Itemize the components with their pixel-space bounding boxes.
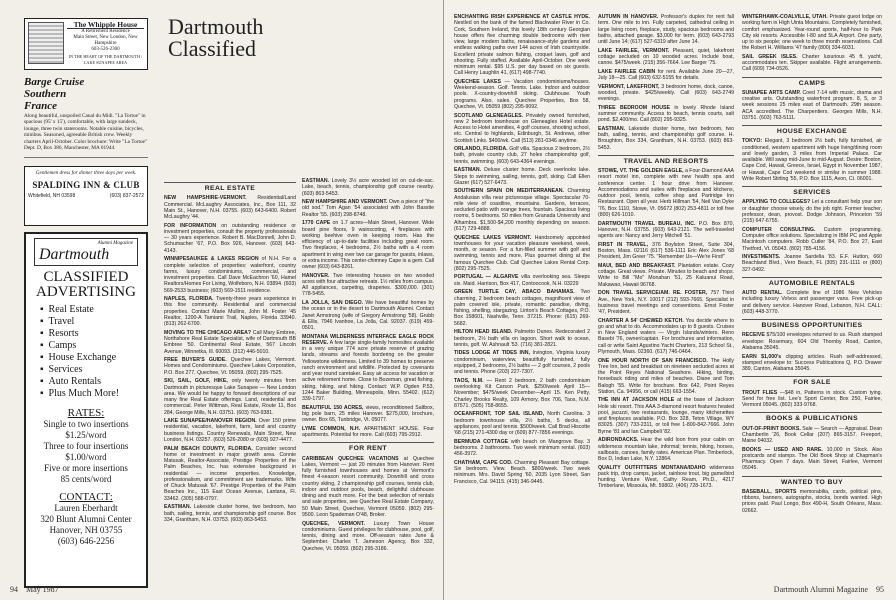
classified-ad [598,397,734,435]
classified-ad-heading: QUECHEE, VERMONT. [302,520,365,527]
classified-ad-heading: QUALITY OUTFITTERS MONTANA/IDAHO [598,464,706,471]
classified-ad-heading: WINTERHAWK-COALVILLE, UTAH. [742,14,828,20]
spalding-inn-ad [24,166,148,226]
classified-ad-body: $75/100 envelopes returned to us. Rush stamped envelope: Rosemary, 604 Old Thornby Road, Canton, Alabama 35045. [742,332,882,351]
classified-ad [164,504,296,523]
classified-ad-heading: EARN $1,000's [742,353,782,360]
classified-ad-body: Deluxe cluster home. Deck overlooks lake. Steps to swimming, sailing, tennis, golf, skiing. Call Ellen Glazer (617) 527-6473. [454,167,590,186]
classified-ad-body: Complete line of 1986 New Vehicles including luxury Volvos and passenger vans. Free pick-up and delivery service. Hanover Road, Lebanon, N.H. CALL: (603) 448-3770. [742,290,882,315]
classified-ad [598,437,734,462]
classified-ad-body: — Vacation condominiums/houses. Weekend-season. Golf. Tennis. Lake. Indoor and outdoor pools. X-country-downhill skiing. Clubhouse. Youth programs. Also, sales. Quechee Properties, Box 58, Quechee, Vt. 05059 (802) 295-9092. [454,78,590,110]
rate-line: $1.25/word [65,430,107,440]
classified-ad-body: Twenty-three years experience in this fine community. Residential and commercial properties. Contact Marie Mullins, John M. Foster '45 Realtor, 1200-A Tamiami Trail, Naples, Florida 33940. (813) 262-6700. [164,296,296,328]
classified-ad-heading: TAOS, N.M. [454,377,484,384]
classified-ad [164,330,296,355]
section-heading-camps: CAMPS [742,77,882,87]
classified-ad-body: at Quechee Lakes, Vermont — just 20 minutes from Hanover. Rent fully furnished townhouses and homes at Vermont's finest 4-season resort community. Downhill and cross country skiing, 2 championship golf courses, tennis club, indoor and outdoor pools, beach, delightful clubhouse dining and much more. For the best selection of rentals and sale properties, see Quechee Real Estate Company, 50 Main Street, Quechee, Vermont 05059. (802) 295-9500. Leon Spademan O'48, Broker. [302,455,434,518]
classified-ad-heading: MAUI, BED AND BREAKFAST. [598,262,676,269]
classified-ad-body: Joanne Sardella '83. E.F. Hutton, 660 Beachland Blvd., Vero Beach, FL (305) 231-1111 or (800) 327-0492. [742,254,882,273]
classified-ad-heading: COMPUTER CONSULTING. [742,226,816,233]
classified-ad-body: wilderness pack trip, drop camps, jacket, rainbow trout, big game/bird hunting. Venture West, Cathy Ream, Ph.D., 4217 Timberlane, Missoula, Mt. 59802. (406) 728-1673. [598,464,734,490]
classified-ad [454,350,590,375]
classified-ad [454,188,590,232]
classified-ad [164,446,296,502]
classified-ad [302,300,434,331]
section-heading-services: SERVICES [742,186,882,196]
classified-ad-body: 3 bedroom home, dock, canoe, wooded, private. $425/weekly. Call (603) 643-2749 evenings. [598,83,734,103]
classified-ad [454,439,590,458]
ads-list [742,332,882,372]
classified-ad [742,199,882,224]
classified-ad [598,126,734,151]
classified-ad-heading: INVESTMENTS. [742,254,781,261]
classified-ad-body: Residential/Land Commercial. McLaughry Associates, Inc., Box 111, 32 Main St., Hanover, N.H. 03755. (603) 643-6400. Robert McLaughry '44. [164,195,296,220]
classified-ad-heading: CHARTER A 54' CHEWED KETCH. [598,317,684,324]
category-item: ▪ Camps [40,340,138,352]
classified-ad [454,378,590,409]
classified-ad [598,168,734,218]
classified-ad-heading: ENCHANTING IRISH EXPERIENCE AT CASTLE HYDE. [454,14,590,20]
classified-ad-heading: PORTUGAL — ALGARVE [454,274,519,281]
contact-line: Hanover, NH 03755 [49,525,123,535]
classified-ad [454,235,590,273]
classified-ad-body: Private guest lodge on working farm in High Uinta Mountains. Completely furnished, comfort emphasized. Year-round sports, half-hour to Park City ski resorts. Accessible I-80 and 5LA Airport. One party, up to six people; one week to three month reservations. Call the Robert H. Williams '47 family (800) 334-6031. [742,14,882,52]
classified-ad [742,489,882,514]
classified-ad-heading: SOUTHERN SPAIN ON MEDITERRANEAN. [454,188,564,195]
classified-ad-body: 10,000 in Stock. Also postcards and stamps. The Old Book Shop at Chapman's Pharmacy. Open 7 days. Main Street, Fairlee, Vermont 05045. [742,446,882,472]
barge-headline-3: France [24,100,57,112]
classified-ad-heading: RECEIVE [742,332,765,339]
classified-ad-body: The Holly Tree Inn, bed and breakfast on nineteen secluded acres at the Point Reyes National Seashore. Hiking, birding, horseback riding and miles of beaches. Diane and Tom Balogh '55. Write for brochure. Box 642, Point Reyes Station, Ca. 94956, or call (415) 663-1554. [598,357,734,395]
classified-ad-heading: TROUT FLIES [742,389,778,396]
advertising-title-2: ADVERTISING [36,284,136,300]
barge-headline-1: Barge Cruise [24,76,85,88]
classified-ad-heading: MONTANA WILDERNESS INTERFACE EAGLE ROCK RESERVE. [302,333,434,346]
classified-ad [742,138,882,182]
right-footer [774,585,884,594]
classified-ad [164,256,296,294]
classified-ad [742,447,882,472]
whipple-tag: IN THE HEART OF THE DARTMOUTH / LAKE SUNAPEE AREA [68,54,143,65]
ads-list [742,290,882,315]
classified-ad [164,296,296,327]
classified-ad [302,178,434,197]
classified-ad [742,227,882,252]
whipple-house-ad [24,18,148,70]
magazine-name: Dartmouth Alumni Magazine [773,585,868,594]
classified-ad [598,465,734,490]
classified-ad-heading: TOKYO: [742,138,763,145]
barge-body: Along beautiful, unspoiled Canal du Midi. "La Tortue" in spacious (95' x 15'), comfortable, with large sundeck, lounge, three twin staterooms. Notable cuisine, bicycles, minibus. Seasoned, agreeable British crew. Weekly charters April-October. Color brochure: Write "La Tortue" Dept. D, Box 386, Manchester, MA 01944. [24,113,148,152]
classified-ad [454,14,590,77]
ads-list [742,14,882,73]
classified-ad-body: Consider second home or investment in major growth area. Connie Matusak, Realtor-Associate, Prestige Properties of the Palm Beaches, Inc. has extensive background in residential — income properties. Knowledge, professionalism, and commitment are trademarks. Wife of Chuck Matusak '67. Prestige Properties of the Palm Beaches Inc., 115 East Ocean Avenue, Lantana, Fl. 33462. (305) 588-0797. [164,445,296,502]
classified-ad-body: 757 Third Ave., New York, N.Y. 10017 (212) 593-7665. Specialist in business travel meetings and conventions. Ernst Foster '47, President. [598,290,734,316]
classified-ad-body: Coed 7-14 with music, drama and creative arts. Outstanding waterfront program. 8, 5, or 3 week sessions 25 miles east of Dartmouth. 29th season. ACA accredited. The Charpentiers. Georges Mills, N.H. 03751. (603) 763-5111. [742,89,882,121]
advertising-title-1: CLASSIFIED [43,269,129,285]
classified-ad [742,332,882,351]
category-item: ▪ Auto Rentals [40,376,138,388]
classified-ad [598,105,734,124]
left-footer [10,585,59,594]
classified-ad [598,69,734,82]
classified-ad-heading: BERMUDA COTTAGE [454,438,509,445]
classified-ad [302,199,434,218]
section-heading-real-estate: REAL ESTATE [164,182,296,192]
classified-ad [454,289,590,327]
classified-ad-heading: VERMONT, LAKEFRONT, [598,83,660,90]
classified-ad-heading: HILTON HEAD ISLAND. [454,329,513,336]
barge-cruise-ad [24,76,148,158]
classified-ad-heading: DARTMOUTH TRAVEL BUREAU, INC. [598,220,696,227]
classified-ad-body: Sale — Search — Appraisal. Dean Chamberlin '26, Book Cellar (207) 865-3157. Freeport, Maine 04032. [742,425,882,445]
classified-ad-heading: ORLANDO, FLORIDA. [454,146,508,153]
classified-ad-heading: EASTMAN. [302,178,330,184]
classified-ad [598,14,734,45]
classified-ad-heading: THE INN AT JACKSON HOLE [598,397,675,404]
classified-ad [742,354,882,373]
right-column-1 [454,14,590,580]
classified-ad-body: a Four-Diamond AAA resort motel inn, complete with new health spa and conference center. 1 hour drive from Hanover. Accommodations and suites with fireplaces and kitchens, outdoor pool, tennis, coffee shop and Partridge Inn Restaurant. Open all year. Herb Hillman '54, Neil Van Dyke '76, Box 1110, Stowe, Vt. 05672 (802) 253-4811 or toll free (800) 626-1010. [598,168,734,218]
classified-ad-heading: EASTMAN. [164,504,192,511]
rate-line: $1.00/word [65,452,107,462]
classified-ad-heading: FREE BUYER'S GUIDE. [164,357,227,364]
ads-list [742,199,882,273]
classified-ad-heading: GREEN TURTLE CAY, ABACO BAHAMAS. [454,289,575,296]
classified-ad-body: Irvington, Virginia luxury condominium, waterview, beautifully furnished, fully equipped, 2 bedrooms, 2½ baths — 2 golf courses, 2 pools and tennis. Phone (203) 227-7307. [454,350,590,376]
classified-ad-body: on 1.7 acres—Main Street, Hanover. Wide board pine floors, 9 wainscoting, 4 fireplaces with working beehive oven in keeping room. Has the efficiency of up-to-date facilities including great room. Two fireplaces, 4 bedrooms, 2½ baths with a 4 room apartment in wing over two car garage for guests, inlaws, or extra income. This center-chimney Cape is a gem. Call owner (603) 643-8261. [302,220,434,271]
issue-date: May 1987 [26,585,59,594]
classified-ad [598,84,734,103]
classified-ad [302,426,434,439]
classified-ad-body: APARTMENT HOUSE. Four apartments. Potential for more. Call (603) 795-2912. [302,425,434,439]
classified-ad-body: Lovely 3½ acre wooded lot on cul-de-sac. Lake, beach, tennis, championship golf course nearby. (603) 863-5453. [302,178,434,197]
classified-ad [454,113,590,144]
classified-ad-heading: CARIBBEAN QUECHEE VACATIONS [302,455,399,462]
category-item: ▪ Plus Much More! [40,388,138,400]
classified-ad-heading: QUECHEE LAKES [454,78,501,85]
section-heading-for-rent: FOR RENT [302,442,434,452]
classified-ad-body: Over 150 prime residential, vacation, lakefront, farm, land and country business listings. Country Renewals, Main Street, New London, N.H. 03257. (603) 526-2080 or (603) 927-4477. [164,418,296,443]
classified-ad-heading: TIDES LODGE AT TIDES INN, [454,350,530,357]
masthead-line-1: Dartmouth [168,16,264,39]
category-item: ▪ House Exchange [40,352,138,364]
classified-ad-body: A few large single-family homesites available in a very unique 774 acre private reserve of grazing lands, streams and forests bordering on the greater Yellowstone wilderness. Limited to 39 homes to preserve ranch environment and wildlife. Protected by covenants and year round caretaker. Easy air access for vacation or active retirement home. Close to Bozeman, great fishing, skiing, hiking, and hiking. Contact: W.P. Ogden P.53, 1244 Baker Building, Minneapolis, Minn. 55402. (612) 339-1797. [302,339,434,403]
classified-ad [454,167,590,186]
classified-ad [164,418,296,443]
classified-ad-body: Two charming, 2 bedroom beach cottages, magnificent view of palm covered isle, private, romantic paradise, diving, fishing, shelling, stargazing. Linton's Beach Cottages, P.O. Box 158601, Nashville, Tenn. 37215. Phone: (615) 269-5682. [454,289,590,327]
rates-title: RATES: [67,407,105,419]
rate-line: 85 cents/word [60,474,112,484]
classified-ad [598,358,734,396]
classified-ad-body: Plantation estate. Cozy cottage. Great views. Private. Minutes to beach and shops. Write to Bill "Mo" Monahan '51, 25 Kaluanui Road, Makawao, Hawaii 96768. [598,262,734,288]
classified-ad-body: views, reconditioned Saltbox, big pole barn, 25 miles Hanover. $275,000, brochure, owner. Box 65, Tunbridge, Vt. 05077. [302,404,434,424]
category-item: ▪ Real Estate [40,304,138,316]
classified-advertising-box [24,232,148,588]
classified-ad-heading: DON TRAVEL SERVICE/AM. RE. FOSTER, [598,290,708,297]
classified-ad [742,54,882,73]
classified-ad-heading: NEW HAMPSHIRE-VERMONT. [164,195,247,202]
whipple-phone: 603-526-2300 [91,47,120,52]
classified-ad-body: Handsomely appointed townhouses for your vacation pleasure weekend, week, month, or season. For a fun-filled summer with golf and swimming, tennis and more. Plus gourmet dining at the famous Quechee Club. Call Quechee Lakes Rental Corp. (802) 295-7525. [454,234,590,272]
classified-ad-heading: STOWE, VT. THE GOLDEN EAGLE, [598,168,684,175]
contact-line: 320 Blunt Alumni Center [40,514,132,524]
classified-ad-heading: MOVING TO THE CHICAGO AREA? [164,329,252,336]
classified-ad-body: Pleasant, quiet, lakefront cottage secluded on 10 wooded acres. Include boat, canoe. $475/week. (215) 356-7664. Lee Barger '75. [598,47,734,67]
classified-ad-body: —$48 in, Patterns in stock. Custom tying. Send for free list. Lee's Sport Center, Box 250, Fairlee, Vermont 05045. (802) 333-9768. [742,389,882,409]
classified-ad [302,334,434,403]
classified-ad-body: clipping articles. Rush self-addressed, stamped envelope to: Success Publications Q, P.O. Drawer 389, Canton, Alabama 35045. [742,353,882,373]
classified-ad-heading: BASEBALL, SPORTS [742,488,797,495]
category-item: ▪ Services [40,364,138,376]
classified-ad-heading: WINNIPESAUKEE & LAKES REGION [164,256,259,263]
classified-ad-heading: FIRST IN TRAVEL, [598,241,649,248]
left-page [0,0,444,600]
classified-ad-heading: SUNAPEE ARTS CAMP. [742,89,801,96]
classified-ad-body: Charter luxurious 45 ft. yacht, accommodates ten. Skipper available. Flight arrangements. Call (609) 734-0526. [742,53,882,73]
classified-ad-heading: SAIL GREEK ISLES. [742,53,798,60]
ads-list [454,14,590,485]
classified-ad-heading: PALM BEACH COUNTY, FLORIDA. [164,445,253,452]
classified-ad-body: 376 Boylston Street, Suite 304, Boston, Mass. 02116 (617) 536-1111 Eric Alex Jones '68 President, Jim Greer '75. "Remember Us—We're First!" [598,241,734,261]
classified-ad [302,456,434,519]
classified-ad [302,220,434,270]
classified-ad [302,405,434,424]
classified-ad [454,411,590,436]
classified-ad-body: P.O. Box 870, Hanover, N.H. 03755. (603) 643-2121. The well-traveled agents are: Nancy and Jerry Mitchell '51. [598,220,734,240]
classified-ad-heading: APPLYING TO COLLEGES? [742,199,811,206]
dartmouth-logo-box: Alumni Magazine Dartmouth [34,238,138,266]
classified-ad-body: Palmetto Dunes. Redecorated 2 bedroom, 2½ bath villa on lagoon. Short walk to ocean, tennis, golf. W. Ashnault '53. (716) 381-2821. [454,329,590,348]
classified-ad-heading: LYME COMMON, N.H. [302,425,361,432]
classified-ad-heading: LAKE FAIRLEE, VERMONT. [598,47,670,54]
classified-ad-body: Charming Pleasant Bay cottage. Six bedroom. View. Beach. $800/week. Two week minimum. Mrs. David Spring '60, 2035 Lyon Street, San Francisco, Cal. 94115. (415) 346-9445. [454,459,590,485]
classified-ad-body: for rent. Available June 20—27, July 18—25. Call (603) 632-5155 for details. [598,68,734,82]
classified-ad-body: villa overlooking sea. Sleeps six. Maid. Harrison, Box 417, Contoocook, N.H. 03229 [454,274,590,287]
section-heading-for-sale: FOR SALE [742,376,882,386]
classified-ad [302,273,434,298]
ads-list [742,90,882,121]
classified-ad-body: Elegant, 3 bedroom 2½ bath, fully furnished, air conditioned, western apartment with huge living/dining room and lovely garden, 3 miles from Imperial Palace. Car available. Will swap mid-June to mid-August. Desire: Boston, Cape Cod, Hawaii, Greece, Israel, Egypt in November 1987, or Hawaii, Cape Cod weekend or similar in summer 1988. Write Robert Stirling '55, P.O. Box 1115, Avon, Ct. 06001. [742,138,882,182]
classified-ad [454,460,590,485]
classified-ad-body: North Carolina. 3 bedroom townhouse villa, 2½ baths, 5 decks, all appliances, pool and tennis. $500/week. Call Brad Hiscotte '68 (215) 271-4300 day or (609) 877-7856 evenings. [454,411,590,437]
classified-ad-heading: HANOVER. [302,272,330,279]
classified-ad-heading: ADIRONDACKS. [598,437,639,444]
whipple-subtitle: A Retirement Residence [81,29,130,34]
contact-line: (603) 646-2256 [57,536,115,546]
ads-list [302,178,434,438]
classified-ad [598,263,734,288]
classified-ad-body: Professor's duplex for rent fall term. One mile to inn. Fully carpeted, cathedral ceiling in large living room, fireplace, study, spacious bedrooms and baths, attached garage. $3,000 for term. (603) 643-2793 until June 14; (617) 527-6319 after June 14. [598,14,734,45]
classified-ad-body: with beach on Mangrove Bay. 3 bedrooms. 2 bathrooms. Two week minimum rental. (603) 456-3972. [454,438,590,458]
spalding-name: SPALDING INN & CLUB [32,180,140,190]
classified-ad-heading: EASTMAN. [454,167,482,174]
classified-ad-body: Lakeside cluster home, two bedroom, two bath, sailing, tennis, and championship golf course. H. Broughton, Box 334, Grantham, N.H. 03753. (603) 863-5453. [598,125,734,151]
classified-ad [454,329,590,348]
ads-list [598,14,734,151]
classified-ad [598,242,734,261]
classified-ad-heading: SKI, SAIL, GOLF, HIKE, [164,378,228,385]
ads-list [742,138,882,182]
classified-ad-body: Call Mary Embree, Northshore Real Estate Specialist, wife of Dartmouth BB Embree '50. Continental Real Estate, 567 Lincoln Avenue, Winnetka, Ill. 60093. (312) 446-5010. [164,329,296,355]
classified-ad-body: Luxury Town House condominiums. Guest privileges for clubhouse, pool, golf, tennis, dining and more. Off-season rates June & September. Charles T. Jameson Agency, Box 332, Quechee, Vt. 05059. (802) 295-3186. [302,520,434,552]
classified-ad-body: You decide where to go and what to do. Accommodates up to 8 guests. Cruises in New England waters — Virgin Islands/winters. Reno Basebi '76, owner/captain. For brochures and information, call or write Saint Agustino Yacht Charters, 213 School St., Plymouth, Mass. 02360. (617) 746-0464. [598,317,734,355]
classified-ad-heading: AUTUMN IN HANOVER. [598,14,659,20]
classified-ad-heading: OUT-OF-PRINT BOOKS. [742,425,801,432]
ads-list [742,489,882,514]
classified-ad [164,357,296,376]
classified-ad-heading: QUECHEE LAKES VERMONT. [454,234,532,241]
classified-ad-body: only twenty minutes from Dartmouth in picturesque Lake Sunapee — New London area. We would be happy to forward descriptions of our many fine Real Estate offerings. Land, residential and commercial. Peter Wittman, Real Estate, Route 11, Box 284, George Mills, N.H. 03751. (603) 763-9381. [164,378,296,416]
spalding-phone: (603) 837-2572 [109,193,144,199]
section-heading-business: BUSINESS OPPORTUNITIES [742,319,882,329]
classified-ad-body: Golf villa. Spacious 2 bedroom, 2½ bath, private country club, 27 holes championship golf, tennis, swimming. (603) 643-4364 evenings. [454,146,590,165]
classified-ad-body: on outstanding residence or investment properties, consult the property professionals — 30 years experience. Robert B. MacDonnell, John D. Schumacher '67, P.O. Box 926, Hanover. (603) 643-4143. [164,222,296,254]
left-column-1 [164,178,296,576]
classified-ad-heading: NAPLES, FLORIDA. [164,296,214,303]
classified-ad-body: Privately owned furnished, new 2 bedroom townhouse on Gleneagles Hotel estate. Access to Hotel amenities, 4 golf courses, shooting school, etc. Central to highlands, Edinburgh, St. Andrews, other Scottish Links. $400/wk. Call (513) 281-0346 anytime. [454,112,590,144]
category-item: ▪ Travel [40,316,138,328]
classified-ad-heading: FOR INFORMATION [164,222,217,229]
ads-list [742,390,882,409]
page-number-right: 95 [876,585,884,594]
classified-ad-body: Own a piece of "the old sod." Tom Agan '54 associated with John Basstie Realtor '55. (603) 298-8748. [302,199,434,218]
classified-ad-body: at the base of Jackson Hole ski resort. This AAA 3-diamond resort features heated pool, jacuzzi, two restaurants, lounge, many kitchenettes and fireplaces available. P.O. Box 328, Teton Village, WY 83025. (307) 733-2311, or toll free 1-800-842-7666. John Byrne '81 and Ian Campbell '82. [598,397,734,435]
classified-ad-heading: OCEANFRONT, TOP SAIL ISLAND, [454,411,545,418]
classified-ad [742,390,882,409]
classified-ad [302,521,434,552]
classified-ad [454,79,590,110]
page-number-left: 94 [10,585,18,594]
section-heading-travel: TRAVEL AND RESORTS [598,155,734,165]
classified-ad-body: — Rent 2 bedroom, 2 bath condominium overlooking Kit Carson Park. $250/week April 15—November; $475/week December—April 15. Ken Petty, Charley Brooks Realty, 109 Armory, Box 706, Taos, N.M. 87571. (505) 758-8655. [454,377,590,409]
classified-ad-heading: CHATHAM, CAPE COD. [454,459,513,466]
whipple-title: The Whipple House [67,22,144,29]
classified-ad-heading: BOOKS — USED AND RARE. [742,446,823,453]
section-heading-auto-rentals: AUTOMOBILE RENTALS [742,277,882,287]
classified-ad [742,290,882,315]
classified-ad-heading: AUTO RENTAL. [742,290,783,297]
classified-ad-body: We have beautiful homes by the ocean or in the desert to Dartmouth Alumni. Contact Janet Armstrong (wife of Gregory Armstrong '58). Grubb & Ellis, 7946 Ivanhoe, La Jolla, Cal. 92037. (619) 459-0501. [302,300,434,332]
classified-ad [742,14,882,52]
classified-ad-heading: NEW HAMPSHIRE AND VERMONT. [302,199,388,206]
classified-ad [454,274,590,287]
classified-ad [742,254,882,273]
classified-ad-heading: THREE BEDROOM HOUSE [598,104,670,111]
classified-ad [164,195,296,220]
classified-ad [742,90,882,121]
classified-ad [164,378,296,416]
category-list [34,304,138,400]
whipple-address: Main Street, New London, New Hampshire [73,35,138,46]
classified-ad-body: Custom programming. Computer office solutions. Specializing in IBM PC and Apple Macintosh computers. Robb Cutler '84, P.O. Box 27, East Thetford, Vt. 05043. (802) 785-4156. [742,226,882,252]
ads-list [598,168,734,490]
classified-ad [598,221,734,240]
rate-line: Three to four insertions [43,441,129,451]
classified-ad-heading: BEAUTIFUL 150 ACRES, [302,404,364,411]
classified-ad [742,426,882,445]
classified-ad-body: Lakeside cluster home, two bedroom, two bath, sailing, tennis, and championship golf course. Box 334, Grantham, N.H. 03753. (603) 863-5453. [164,504,296,523]
classified-ad-heading: ONE HOUR NORTH OF SAN FRANCISCO. [598,357,708,364]
rate-line: Five or more insertions [44,463,128,473]
classified-ad-heading: EASTMAN. [598,125,626,132]
ads-list [164,195,296,523]
contact-title: CONTACT: [59,491,113,503]
ads-list [742,426,882,472]
classified-ad-body: Hear the wild loon from your cabin on wilderness mountain lake, informal; tennis, hiking, horses, sailboats, canoes, family rates. American Plan. Timberlock, Box D, Indian Lake, N.Y. 12864. [598,437,734,463]
right-column-2 [598,14,734,580]
classified-ad [454,146,590,165]
classified-ad [598,48,734,67]
left-ads-column [24,18,148,594]
classified-ad-heading: LAKE FAIRLEE CABIN [598,68,656,75]
house-illustration [28,22,64,64]
masthead-line-2: Classified [168,36,256,61]
classified-ad [164,223,296,254]
classified-ad-heading: LAKE SUNAPEE/HANOVER REGION. [164,418,257,425]
spalding-location: Whitefield, NH 03598 [28,193,76,199]
left-column-2 [302,178,434,576]
classified-ad [598,290,734,315]
classified-ad-heading: SCOTLAND GLENEAGLES. [454,112,524,119]
right-page [444,0,896,600]
classified-ad-body: Quechee Lakes, Vermont. Homes and Condominiums. Quechee Lakes Corporation, P.O. Box 277, Quechee, Vt. 05059. (802) 295-7525. [164,357,296,376]
masthead-area [168,16,428,176]
barge-headline-2: Southern [24,88,67,100]
classified-ad-body: in lovely Rhode Island summer community. Access to beach, tennis courts, salt pond. $2,400/mo. Call (802) 295-9325. [598,104,734,124]
classified-ad-heading: LA JOLLA, SAN DIEGO. [302,300,364,307]
classified-ad-body: Two interesting houses on two wooded acres with four attractive retreats. 1½ miles from campus. All appliances, carpeting, draperies. $300,000. (301) 778-5455. [302,272,434,298]
section-heading-books: BOOKS & PUBLICATIONS [742,412,882,422]
classified-ad-body: Charming Andalusian villa near picturesque village. Spectacular 70-mile view of coastline, mountains. Gardens, terraces, secluded patio with orange trees, fountain. Spacious living rooms, 5 bedrooms. 50 miles from Granada University and Alhambra. $1,500-$4,200 monthly depending on season. (617) 729-4888. [454,188,590,232]
spalding-script: Gentlemen dress for dinner three days per week. [35,170,137,176]
right-column-3 [742,14,882,580]
rate-line: Single to two insertions [43,419,129,429]
ads-list [302,456,434,552]
classified-ad-body: Nestled on the bank of the famed Blackwater River in Co. Cork, Southern Ireland, this lovely 18th century Georgian house offers five charming double bedrooms with river view, large modern baths, renaissance-style gardens and endless walking paths over 144 acres of Irish countryside. Excellent private salmon fishing, croquet lawn, golf and shooting. Fully staffed. Available April-October. One week minimum rental. $95 U.S. per day based on six guests. Call Henry Laughlin 41, (617) 498-7740. [454,20,590,77]
section-heading-wanted: WANTED TO BUY [742,476,882,486]
classified-ad [598,318,734,356]
section-heading-house-exchange: HOUSE EXCHANGE [742,125,882,135]
category-item: ▪ Resorts [40,328,138,340]
classified-ad-body: memorabilia, cards, political pins, ribbons, banners, autographs, stocks, bonds wanted. High prices paid. Paul Longo, Box 490-H, South Orleans, Mass. 02662. [742,488,882,514]
contact-line: Lauren Eberhardt [54,503,118,513]
classified-ad-heading: 1770 CAPE [302,220,331,227]
classified-ad-body: of N.H. For a complete selection of properties: waterfront, country farms, luxury condominiums, commercial, and investment properties. Call Dave McEachron '60, Hamel Realtors/Homes For Living, Wolfeboro, N.H. 03894. (603) 569-2533 business; (603) 569-1511 residence. [164,256,296,294]
classified-ad-body: Let a consultant help your son or daughter choose wisely, do the job right. Former teacher, professor, dean, provost. Dodge Johnson, Princeton '59 (215) 647-6755. [742,199,882,225]
